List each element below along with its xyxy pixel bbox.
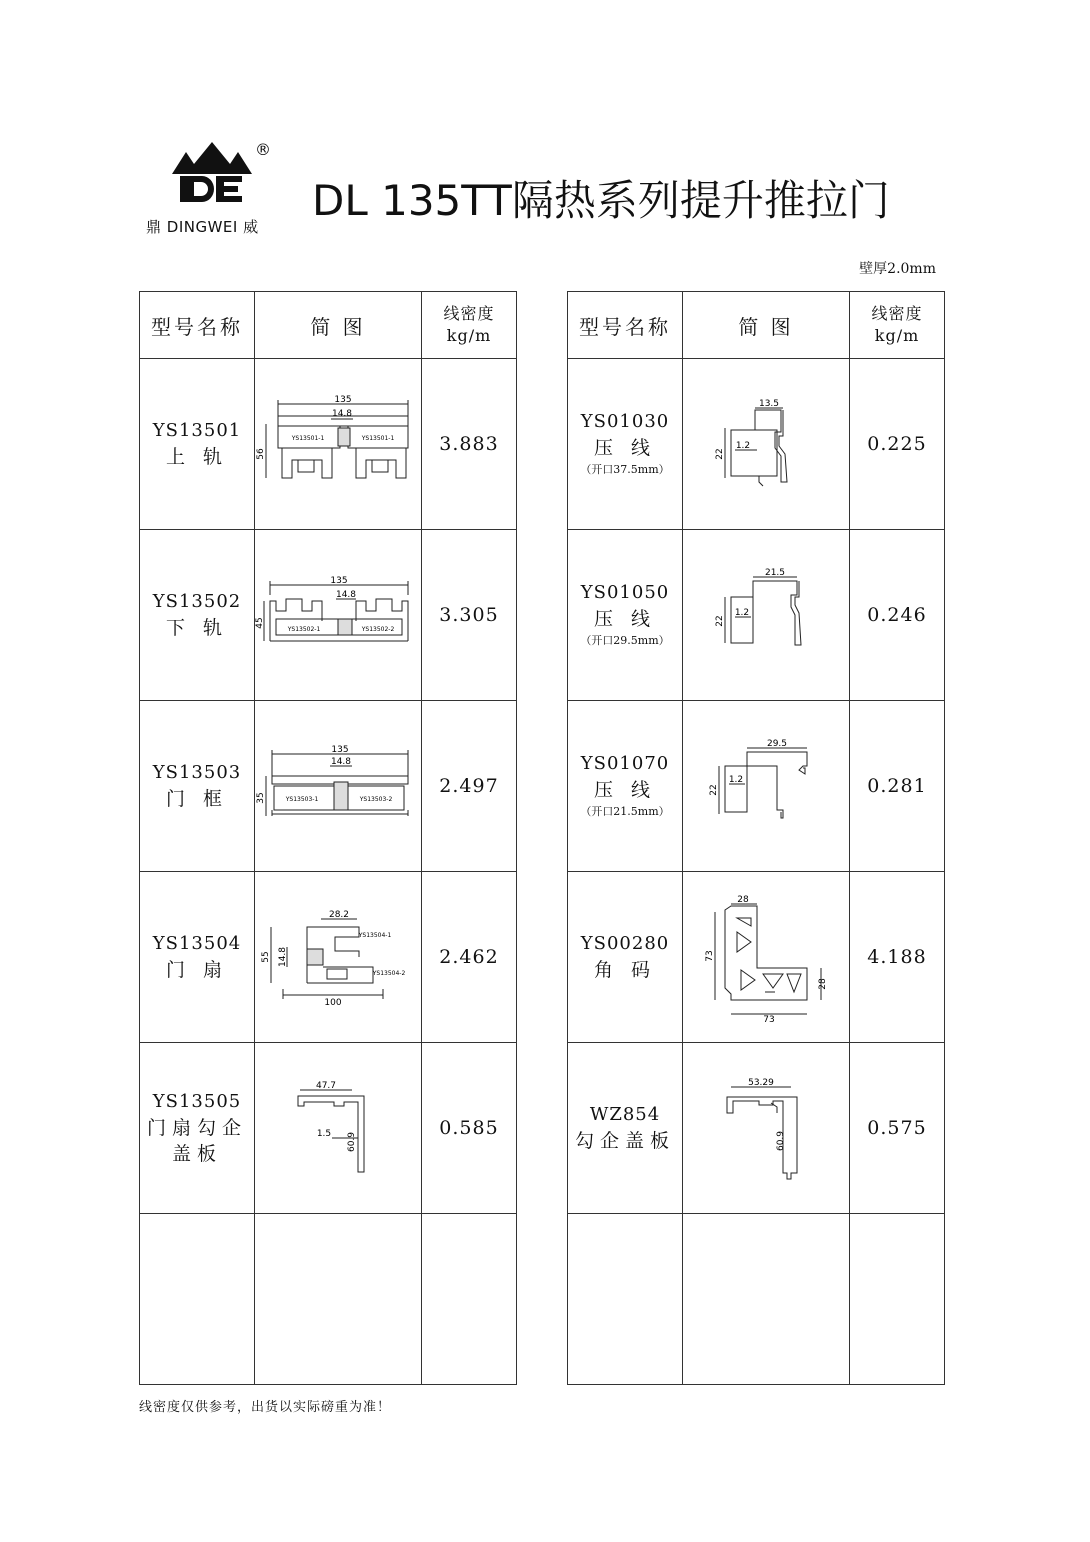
dim-top: 53.29 [748, 1078, 774, 1088]
figure-cell [255, 1043, 422, 1214]
figure-cell [683, 701, 850, 872]
product-note: （开口37.5mm） [580, 463, 670, 476]
figure-cell [683, 359, 850, 530]
dim-left: 73 [705, 950, 715, 962]
model-cell [568, 359, 683, 530]
model-cell [140, 1043, 255, 1214]
product-name: 压 线 [593, 608, 657, 630]
model-code: YS13505 [152, 1091, 242, 1112]
density-cell [422, 1043, 517, 1214]
model-cell [568, 1043, 683, 1214]
profile-drawing-ys13504 [263, 907, 413, 1007]
dim-gap: 14.8 [278, 946, 288, 968]
part-tag: YS13501-1 [291, 435, 325, 442]
dim-right: 28 [818, 978, 828, 990]
dim-top: 28.2 [328, 910, 350, 920]
product-name: 门扇勾企 [146, 1117, 247, 1139]
model-code: YS13502 [152, 591, 242, 612]
density-value: 4.188 [867, 946, 927, 968]
dim-wall: 1.5 [316, 1129, 332, 1139]
model-code: YS13501 [152, 420, 242, 441]
profile-drawing-ys13505 [288, 1078, 388, 1178]
density-value: 2.497 [439, 775, 499, 797]
dim-height: 22 [709, 784, 719, 796]
registered-mark: ® [255, 140, 271, 159]
dingwei-logo-icon [172, 142, 252, 204]
header-figure: 简 图 [255, 292, 422, 359]
header-model-name: 型号名称 [568, 292, 683, 359]
product-name: 门 扇 [165, 959, 229, 981]
model-cell [140, 872, 255, 1043]
profile-drawing-ys01070 [711, 736, 821, 836]
density-cell [850, 359, 945, 530]
density-value: 0.225 [867, 433, 927, 455]
profile-drawing-ys13501 [258, 394, 418, 494]
figure-cell [255, 872, 422, 1043]
model-code: YS13504 [152, 933, 242, 954]
page-title: DL 135TT隔热系列提升推拉门 [312, 176, 890, 225]
density-value: 3.883 [439, 433, 499, 455]
logo-text: 鼎 DINGWEI 威 [146, 218, 259, 236]
dim-width: 135 [330, 576, 348, 586]
model-code: YS00280 [580, 933, 670, 954]
dim-top: 29.5 [766, 739, 788, 749]
right-spec-table [567, 291, 945, 1385]
empty-cell [683, 1214, 850, 1385]
part-tag: YS13503-1 [285, 796, 319, 803]
figure-cell [255, 701, 422, 872]
figure-cell [255, 530, 422, 701]
dim-height: 60.9 [347, 1131, 357, 1153]
dim-height: 55 [261, 951, 271, 963]
brand-logo [140, 140, 290, 240]
table-row [568, 1043, 945, 1214]
empty-row [568, 1214, 945, 1385]
header-density [422, 292, 517, 359]
part-tag: YS13502-1 [287, 626, 321, 633]
dim-height: 60.9 [776, 1130, 786, 1152]
wall-thickness-note: 壁厚2.0mm [859, 261, 936, 277]
model-code: YS01070 [580, 753, 670, 774]
model-cell [140, 530, 255, 701]
header-figure: 简 图 [683, 292, 850, 359]
density-cell [422, 872, 517, 1043]
product-name: 下 轨 [165, 617, 229, 639]
product-name: 勾企盖板 [574, 1130, 675, 1152]
profile-drawing-wz854 [711, 1073, 821, 1183]
model-cell [568, 701, 683, 872]
empty-cell [422, 1214, 517, 1385]
table-row [140, 530, 517, 701]
header-model-name: 型号名称 [140, 292, 255, 359]
table-row [568, 530, 945, 701]
density-value: 2.462 [439, 946, 499, 968]
part-tag: YS13502-2 [361, 626, 395, 633]
density-cell [422, 530, 517, 701]
header-density-label: 线密度 [871, 304, 923, 323]
table-row [140, 872, 517, 1043]
header-density-label: 线密度 [443, 304, 495, 323]
product-name: 上 轨 [165, 446, 229, 468]
product-name: 角 码 [593, 959, 657, 981]
dim-height: 22 [715, 448, 725, 460]
density-cell [850, 530, 945, 701]
dim-top: 21.5 [764, 568, 786, 578]
density-cell [422, 701, 517, 872]
dim-wall: 1.2 [734, 608, 750, 618]
dim-gap: 14.8 [335, 590, 357, 600]
part-tag: YS13503-2 [359, 796, 393, 803]
figure-cell [683, 1043, 850, 1214]
dim-height: 35 [256, 792, 266, 804]
table-header-row [568, 292, 945, 359]
product-name-line2: 盖板 [171, 1143, 222, 1165]
density-value: 0.585 [439, 1117, 499, 1139]
dim-bottom: 73 [763, 1015, 775, 1025]
table-header-row [140, 292, 517, 359]
model-code: WZ854 [589, 1104, 661, 1125]
dim-height: 45 [255, 617, 265, 629]
dim-wall: 1.2 [735, 441, 751, 451]
table-row [140, 1043, 517, 1214]
header-density-unit: kg/m [446, 326, 492, 345]
footnote: 线密度仅供参考，出货以实际磅重为准！ [139, 1400, 392, 1415]
density-value: 0.246 [867, 604, 927, 626]
product-note: （开口29.5mm） [580, 634, 670, 647]
figure-cell [683, 530, 850, 701]
table-row [568, 359, 945, 530]
part-tag: YS13501-1 [361, 435, 395, 442]
density-value: 0.281 [867, 775, 927, 797]
header-density-unit: kg/m [874, 326, 920, 345]
dim-bottom: 100 [324, 998, 342, 1008]
profile-drawing-ys01030 [711, 394, 821, 494]
product-name: 压 线 [593, 437, 657, 459]
figure-cell [255, 359, 422, 530]
empty-cell [255, 1214, 422, 1385]
dim-top: 13.5 [758, 399, 780, 409]
profile-drawing-ys00280 [701, 892, 831, 1025]
model-cell [568, 530, 683, 701]
figure-cell [683, 872, 850, 1043]
table-row [140, 359, 517, 530]
left-spec-table [139, 291, 517, 1385]
dim-wall: 1.2 [728, 775, 744, 785]
dim-height: 22 [715, 615, 725, 627]
product-name: 压 线 [593, 779, 657, 801]
density-cell [850, 701, 945, 872]
density-cell [850, 1043, 945, 1214]
header-density [850, 292, 945, 359]
dim-gap: 14.8 [330, 757, 352, 767]
product-name: 门 框 [165, 788, 229, 810]
profile-drawing-ys13502 [255, 575, 418, 655]
model-code: YS13503 [152, 762, 242, 783]
profile-drawing-ys13503 [258, 746, 418, 826]
model-cell [140, 701, 255, 872]
dim-top: 47.7 [315, 1081, 337, 1091]
dim-height: 56 [256, 448, 266, 460]
model-cell [140, 359, 255, 530]
dim-width: 135 [331, 745, 349, 755]
density-cell [422, 359, 517, 530]
empty-cell [568, 1214, 683, 1385]
empty-cell [140, 1214, 255, 1385]
density-cell [850, 872, 945, 1043]
part-tag: YS13504-2 [372, 970, 406, 977]
dim-top: 28 [737, 895, 749, 905]
dim-width: 135 [334, 395, 352, 405]
density-value: 0.575 [867, 1117, 927, 1139]
empty-row [140, 1214, 517, 1385]
table-row [568, 701, 945, 872]
model-cell [568, 872, 683, 1043]
dim-gap: 14.8 [331, 409, 353, 419]
table-row [568, 872, 945, 1043]
table-row [140, 701, 517, 872]
model-code: YS01030 [580, 411, 670, 432]
part-tag: YS13504-1 [358, 932, 392, 939]
density-value: 3.305 [439, 604, 499, 626]
profile-drawing-ys01050 [711, 565, 821, 665]
model-code: YS01050 [580, 582, 670, 603]
product-note: （开口21.5mm） [580, 805, 670, 818]
empty-cell [850, 1214, 945, 1385]
